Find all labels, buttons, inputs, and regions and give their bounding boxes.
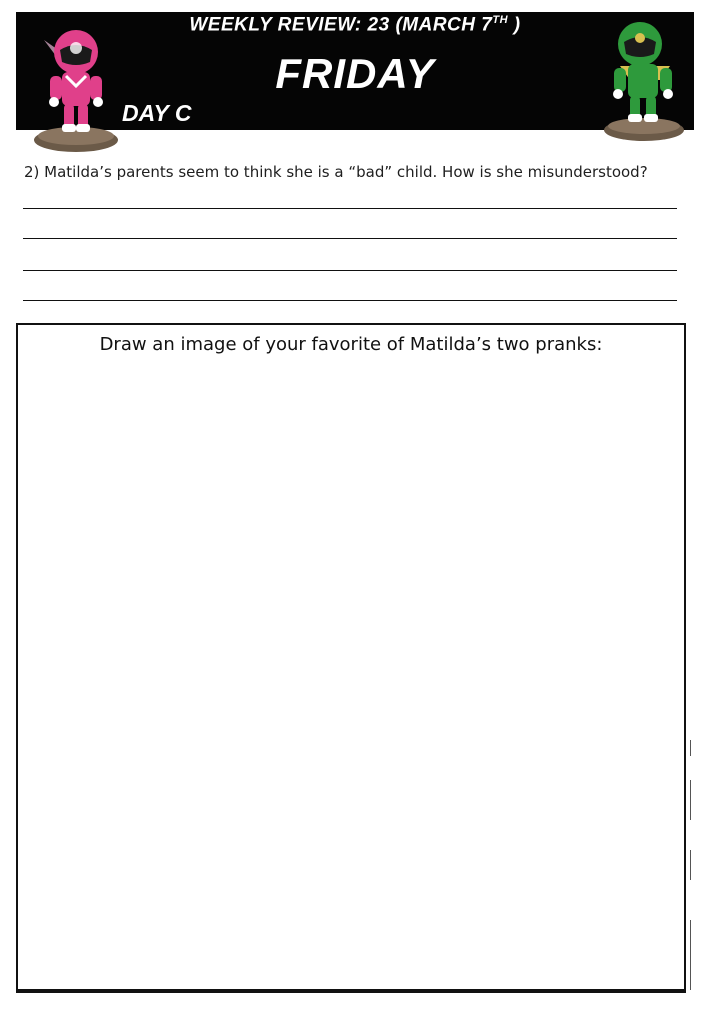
page-edge-mark [690, 920, 691, 990]
drawing-prompt: Draw an image of your favorite of Matilda’s two pranks: [99, 334, 603, 355]
answer-line[interactable] [23, 300, 677, 301]
weekly-review-title: WEEKLY REVIEW: 23 (MARCH 7TH ) [189, 14, 521, 36]
pink-ranger-icon [24, 20, 124, 158]
page-edge-mark [690, 850, 691, 880]
day-letter: DAY C [122, 100, 192, 126]
question-2: 2) Matilda’s parents seem to think she is a “bad” child. How is she misunderstood? [24, 163, 648, 181]
answer-line[interactable] [23, 238, 677, 239]
answer-line[interactable] [23, 270, 677, 271]
page-edge-mark [690, 740, 691, 756]
day-title: FRIDAY [275, 50, 435, 97]
green-ranger-icon [590, 16, 694, 146]
page-edge-mark [690, 780, 691, 820]
header-banner [16, 12, 694, 130]
drawing-area[interactable] [16, 323, 686, 993]
answer-line[interactable] [23, 208, 677, 209]
